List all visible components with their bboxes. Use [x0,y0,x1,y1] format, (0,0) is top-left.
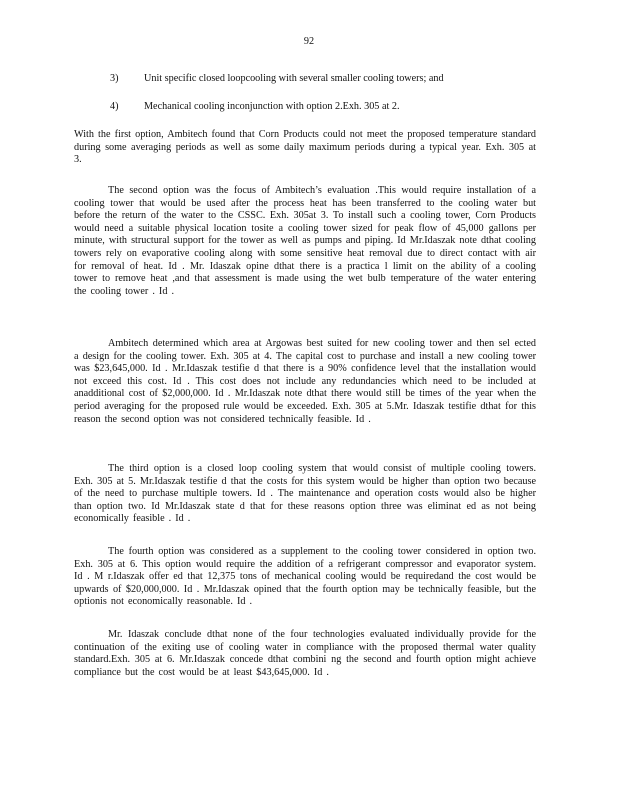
page-number: 92 [303,36,315,47]
paragraph-conclusion [74,629,536,679]
paragraph-cooling-tower-cost [74,338,536,426]
paragraph-text: With the first option, Ambitech found that Corn Products could not meet the proposed temperature standard during some averaging periods as well as some daily maximum periods during a typical year. Exh. 305 at 3. [74,129,536,166]
list-text: Unit specific closed loopcooling with several smaller cooling towers; and [144,73,444,84]
paragraph-text: The fourth option was considered as a supplement to the cooling tower considered in option two. Exh. 305 at 6. This option would require the addition of a refrigerant compressor and evaporator system. Id . M r.Idaszak offer ed that 12,375 tons of mechanical cooling would be requiredand the cost would be upwards of $20,000,000. Id . Mr.Idaszak opined that the fourth option may be technically feasible, but the optionis not economically reasonable. Id . [74,546,536,608]
paragraph-text: Ambitech determined which area at Argowas best suited for new cooling tower and then sel ected a design for the cooling tower. Exh. 305 at 4. The capital cost to purchase and install a new cooling tower was $23,645,000. Id . Mr.Idaszak testifie d that there is a 90% confidence level that the installation would not exceed this cost. Id . This cost does not include any redundancies which need to be included at anadditional cost of $2,000,000. Id . Mr.Idaszak note dthat there would still be times of the year when the period averaging for the proposed rule would be exceeded. Exh. 305 at 5.Mr. Idaszak testifie dthat for this reason the second option was not considered technically feasible. Id . [74,338,536,425]
paragraph-first-option [74,129,536,167]
paragraph-second-option [74,185,536,298]
paragraph-third-option [74,463,536,526]
list-item-4 [110,101,550,114]
paragraph-fourth-option [74,546,536,609]
paragraph-text: Mr. Idaszak conclude dthat none of the four technologies evaluated individually provide for the continuation of the exiting use of cooling water in compliance with the proposed thermal water quality standard.Exh. 305 at 6. Mr.Idaszak concede dthat combini ng the second and fourth option might achieve compliance but the cost would be at least $43,645,000. Id . [74,629,536,678]
list-number: 3) [110,73,119,84]
list-number: 4) [110,101,119,112]
list-item-3 [110,73,550,86]
paragraph-text: The third option is a closed loop cooling system that would consist of multiple cooling towers. Exh. 305 at 5. Mr.Idaszak testifie d that the costs for this system would be higher than option two because of the need to purchase multiple towers. Id . The maintenance and operation costs would also be higher than option two. Id Mr.Idaszak state d that for these reasons option three was eliminat ed as not being economically feasible . Id . [74,463,536,525]
paragraph-text: The second option was the focus of Ambitech’s evaluation .This would require installation of a cooling tower that would be used after the process heat has been transferred to the cooling water but before the return of the water to the CSSC. Exh. 305at 3. To install such a cooling tower, Corn Products would need a suitable physical location tosite a cooling tower sized for peak flow of 45,000 gallons per minute, with structural support for the tower as well as pumps and piping. Id Mr.Idaszak note dthat cooling towers rely on evaporative cooling along with some sensitive heat removal due to direct contact with air for removal of heat. Id . Mr. Idaszak opine dthat there is a practica l limit on the ability of a cooling tower to remove heat ,and that assessment is made using the wet bulb temperature of the water entering the cooling tower . Id . [74,185,536,297]
list-text: Mechanical cooling inconjunction with option 2.Exh. 305 at 2. [144,101,400,112]
